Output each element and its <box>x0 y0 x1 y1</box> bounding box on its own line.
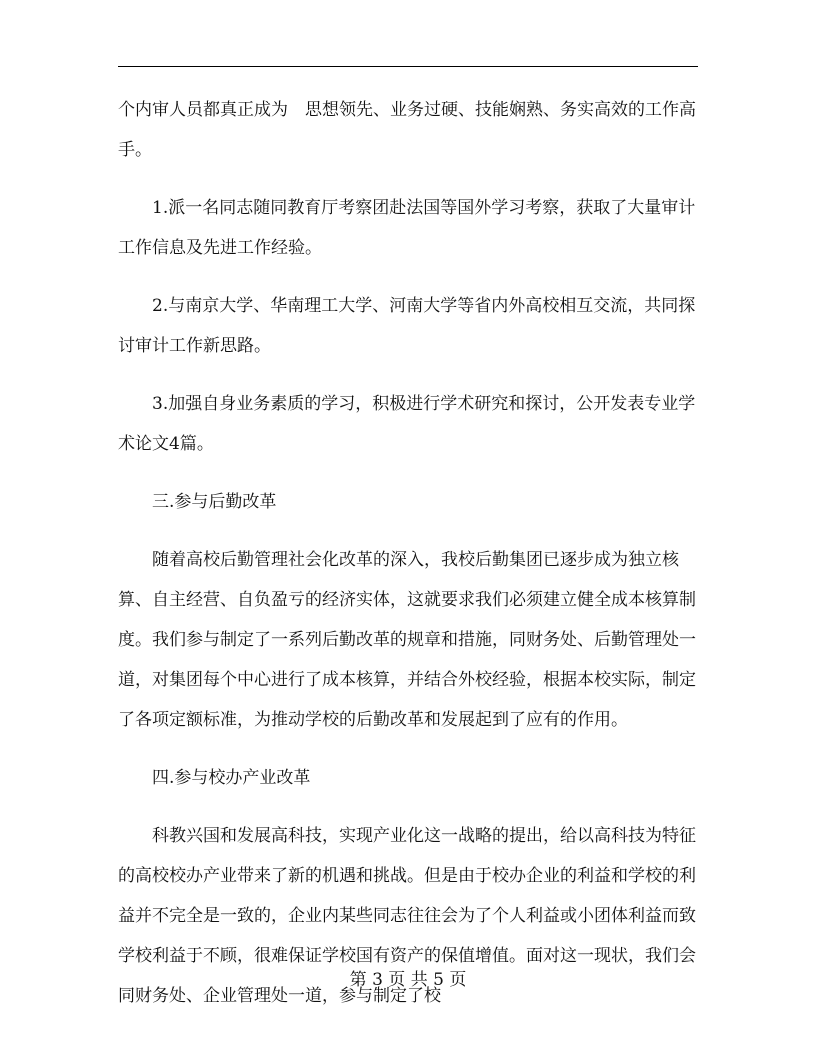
paragraph-continuation: 个内审人员都真正成为 思想领先、业务过硬、技能娴熟、务实高效的工作高手。 <box>118 100 696 160</box>
page-number-footer: 第 3 页 共 5 页 <box>349 970 467 990</box>
header-rule <box>118 66 698 67</box>
list-item-3: 3.加强自身业务素质的学习，积极进行学术研究和探讨，公开发表专业学术论文4篇。 <box>118 394 696 454</box>
section-heading-logistics-reform: 三.参与后勤改革 <box>152 492 277 512</box>
paragraph-industry-reform: 科教兴国和发展高科技，实现产业化这一战略的提出，给以高科技为特征的高校校办产业带来了新的机遇和挑战。但是由于校办企业的利益和学校的利益并不完全是一致的，企业内某些同志往往会为了个人利益或小团体利益而致学校利益于不顾，很难保证学校国有资产的保值增值。面对这一现状，我们会同财务处、企业管理处一道，参与制定了校 <box>118 826 696 1006</box>
list-item-2: 2.与南京大学、华南理工大学、河南大学等省内外高校相互交流，共同探讨审计工作新思路。 <box>118 296 696 356</box>
document-body <box>118 90 698 1034</box>
section-heading-industry-reform: 四.参与校办产业改革 <box>152 768 311 788</box>
list-item-1: 1.派一名同志随同教育厅考察团赴法国等国外学习考察，获取了大量审计工作信息及先进工作经验。 <box>118 198 696 258</box>
paragraph-logistics-reform: 随着高校后勤管理社会化改革的深入，我校后勤集团已逐步成为独立核算、自主经营、自负盈亏的经济实体，这就要求我们必须建立健全成本核算制度。我们参与制定了一系列后勤改革的规章和措施，同财务处、后勤管理处一道，对集团每个中心进行了成本核算，并结合外校经验，根据本校实际，制定了各项定额标准，为推动学校的后勤改革和发展起到了应有的作用。 <box>118 550 696 730</box>
